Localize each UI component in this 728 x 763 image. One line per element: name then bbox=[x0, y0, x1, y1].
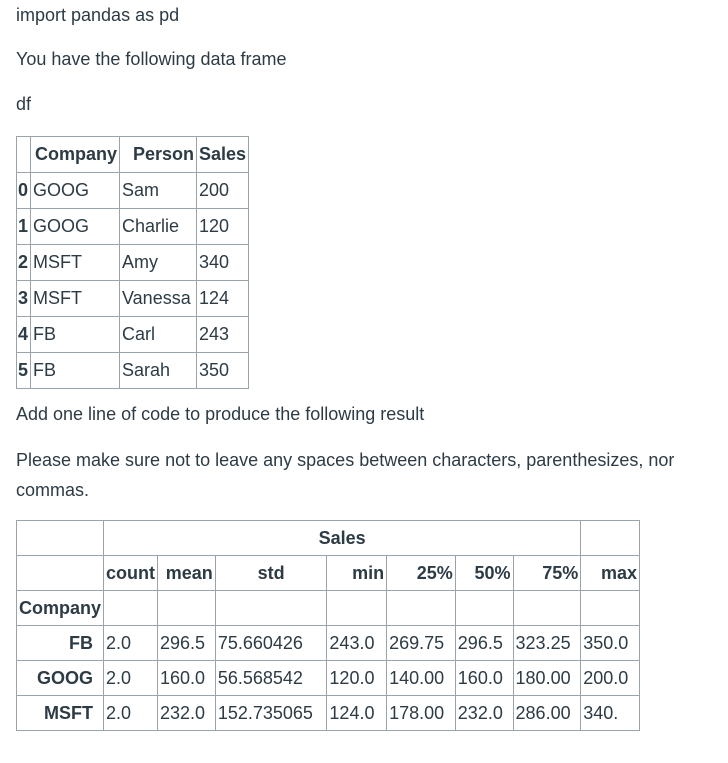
stat-header: min bbox=[327, 556, 387, 591]
table-row bbox=[17, 209, 249, 245]
value-cell: 286.00 bbox=[513, 696, 581, 731]
person-cell: Vanessa bbox=[120, 281, 197, 317]
sales-cell: 200 bbox=[197, 173, 249, 209]
row-index: 1 bbox=[17, 209, 31, 245]
company-header: Company bbox=[31, 137, 120, 173]
stat-header: 50% bbox=[455, 556, 513, 591]
value-cell: 140.00 bbox=[387, 661, 456, 696]
empty-cell bbox=[327, 591, 387, 626]
table-row bbox=[17, 626, 640, 661]
table-row bbox=[17, 353, 249, 389]
row-label: FB bbox=[17, 626, 104, 661]
index-header bbox=[17, 137, 31, 173]
value-cell: 160.0 bbox=[455, 661, 513, 696]
value-cell: 2.0 bbox=[104, 661, 158, 696]
empty-cell bbox=[387, 591, 456, 626]
result-table bbox=[16, 520, 640, 731]
sales-cell: 340 bbox=[197, 245, 249, 281]
value-cell: 296.5 bbox=[455, 626, 513, 661]
value-cell: 152.735065 bbox=[215, 696, 327, 731]
value-cell: 296.5 bbox=[158, 626, 216, 661]
spacing-note: Please make sure not to leave any spaces between characters, parenthesizes, nor commas. bbox=[16, 450, 675, 500]
stat-header: count bbox=[104, 556, 158, 591]
row-index: 5 bbox=[17, 353, 31, 389]
value-cell: 323.25 bbox=[513, 626, 581, 661]
corner-cell bbox=[17, 556, 104, 591]
stat-header: 25% bbox=[387, 556, 456, 591]
value-cell: 232.0 bbox=[455, 696, 513, 731]
import-line: import pandas as pd bbox=[16, 5, 180, 25]
value-cell: 180.00 bbox=[513, 661, 581, 696]
index-name-header: Company bbox=[17, 591, 104, 626]
value-cell: 178.00 bbox=[387, 696, 456, 731]
sales-cell: 120 bbox=[197, 209, 249, 245]
value-cell: 243.0 bbox=[327, 626, 387, 661]
dataframe-table bbox=[16, 136, 249, 389]
row-index: 4 bbox=[17, 317, 31, 353]
company-cell: GOOG bbox=[31, 173, 120, 209]
task-instruction: Add one line of code to produce the following result bbox=[16, 404, 425, 424]
person-cell: Amy bbox=[120, 245, 197, 281]
person-cell: Charlie bbox=[120, 209, 197, 245]
sales-group-header: Sales bbox=[104, 521, 581, 556]
empty-cell bbox=[215, 591, 327, 626]
sales-cell: 350 bbox=[197, 353, 249, 389]
sales-cell: 243 bbox=[197, 317, 249, 353]
stat-header: max bbox=[581, 556, 640, 591]
table-row bbox=[17, 317, 249, 353]
row-index: 0 bbox=[17, 173, 31, 209]
table-header-row bbox=[17, 137, 249, 173]
table-row bbox=[17, 173, 249, 209]
table-row bbox=[17, 696, 640, 731]
person-header: Person bbox=[120, 137, 197, 173]
company-cell: FB bbox=[31, 353, 120, 389]
sales-cell: 124 bbox=[197, 281, 249, 317]
sales-header: Sales bbox=[197, 137, 249, 173]
value-cell: 269.75 bbox=[387, 626, 456, 661]
empty-cell bbox=[104, 591, 158, 626]
stat-header: std bbox=[215, 556, 327, 591]
value-cell: 124.0 bbox=[327, 696, 387, 731]
blank-header-cell bbox=[581, 521, 640, 556]
table-row bbox=[17, 281, 249, 317]
person-cell: Sarah bbox=[120, 353, 197, 389]
empty-cell bbox=[158, 591, 216, 626]
person-cell: Carl bbox=[120, 317, 197, 353]
stat-header: mean bbox=[158, 556, 216, 591]
stat-header: 75% bbox=[513, 556, 581, 591]
company-cell: MSFT bbox=[31, 245, 120, 281]
empty-cell bbox=[513, 591, 581, 626]
value-cell: 200.0 bbox=[581, 661, 640, 696]
value-cell: 120.0 bbox=[327, 661, 387, 696]
corner-cell bbox=[17, 521, 104, 556]
empty-cell bbox=[455, 591, 513, 626]
df-label: df bbox=[16, 94, 32, 114]
row-index: 3 bbox=[17, 281, 31, 317]
intro-text: You have the following data frame bbox=[16, 49, 287, 69]
table-row bbox=[17, 245, 249, 281]
empty-cell bbox=[581, 591, 640, 626]
value-cell: 350.0 bbox=[581, 626, 640, 661]
row-index: 2 bbox=[17, 245, 31, 281]
row-label: GOOG bbox=[17, 661, 104, 696]
company-cell: MSFT bbox=[31, 281, 120, 317]
row-label: MSFT bbox=[17, 696, 104, 731]
stat-header-row bbox=[17, 556, 640, 591]
value-cell: 56.568542 bbox=[215, 661, 327, 696]
table-row bbox=[17, 661, 640, 696]
value-cell: 75.660426 bbox=[215, 626, 327, 661]
group-header-row bbox=[17, 521, 640, 556]
value-cell: 232.0 bbox=[158, 696, 216, 731]
company-cell: FB bbox=[31, 317, 120, 353]
value-cell: 340. bbox=[581, 696, 640, 731]
value-cell: 2.0 bbox=[104, 696, 158, 731]
index-name-row bbox=[17, 591, 640, 626]
person-cell: Sam bbox=[120, 173, 197, 209]
value-cell: 160.0 bbox=[158, 661, 216, 696]
value-cell: 2.0 bbox=[104, 626, 158, 661]
company-cell: GOOG bbox=[31, 209, 120, 245]
